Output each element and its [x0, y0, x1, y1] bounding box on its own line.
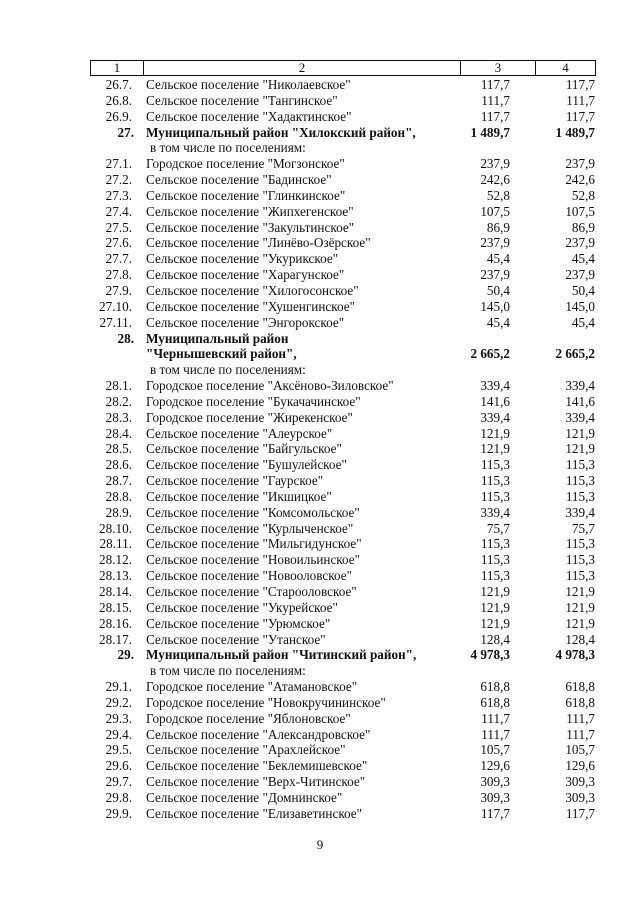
row-name: Сельское поселение "Жипхегенское"	[146, 203, 354, 219]
row-value-col3: 117,7	[480, 805, 510, 821]
row-value-col4: 141,6	[565, 393, 595, 409]
row-value-col3: 115,3	[480, 488, 510, 504]
column-header-4: 4	[536, 61, 596, 76]
table-row	[0, 711, 640, 727]
row-name: Городское поселение "Новокручининское"	[146, 694, 386, 710]
row-value-col3: 115,3	[480, 536, 510, 552]
district-row	[0, 647, 640, 663]
row-value-col3: 237,9	[480, 235, 510, 251]
row-value-col3: 45,4	[486, 314, 510, 330]
row-number: 29.	[117, 647, 134, 663]
row-value-col4: 45,4	[571, 314, 595, 330]
row-value-col4: 618,8	[565, 694, 595, 710]
table-row	[0, 806, 640, 822]
table-row	[0, 235, 640, 251]
row-name: Сельское поселение "Хушенгинское"	[146, 298, 355, 314]
table-row	[0, 457, 640, 473]
row-value-col4: 121,9	[565, 584, 595, 599]
row-number: 27.10.	[99, 298, 132, 314]
row-value-col3: 121,9	[480, 615, 510, 631]
row-value-col3: 121,9	[480, 441, 510, 457]
row-value-col4: 339,4	[565, 409, 595, 425]
table-row	[0, 679, 640, 695]
row-value-col4: 111,7	[566, 726, 595, 742]
row-name: Сельское поселение "Арахлейское"	[146, 742, 346, 758]
row-value-col3: 105,7	[480, 742, 510, 758]
row-number: 29.6.	[105, 758, 132, 774]
row-value-col3: 121,9	[480, 425, 510, 441]
row-number: 26.7.	[105, 77, 132, 92]
row-value-col4: 121,9	[565, 615, 595, 631]
table-row	[0, 568, 640, 584]
row-value-col3: 339,4	[480, 409, 510, 425]
table-row	[0, 220, 640, 236]
row-name: Сельское поселение "Байгульское"	[146, 441, 342, 457]
row-number: 28.17.	[99, 631, 132, 647]
table-row	[0, 584, 640, 600]
row-value-col3: 115,3	[480, 568, 510, 584]
subheading-row	[0, 663, 640, 679]
row-number: 29.7.	[105, 774, 132, 790]
row-value-col3: 111,7	[481, 92, 510, 108]
row-value-col3: 242,6	[480, 172, 510, 188]
row-number: 27.8.	[105, 267, 132, 283]
row-name: Городское поселение "Букачачинское"	[146, 393, 361, 409]
row-number: 27.5.	[105, 219, 132, 235]
row-number: 27.4.	[105, 203, 132, 219]
row-value-col4: 111,7	[566, 710, 595, 726]
row-number: 27.	[117, 124, 134, 140]
row-number: 29.4.	[105, 726, 132, 742]
row-name: Сельское поселение "Новооловское"	[146, 568, 353, 584]
row-name: Сельское поселение "Укурикское"	[146, 251, 339, 267]
row-value-col4: 4 978,3	[555, 647, 595, 663]
row-number: 28.12.	[99, 552, 132, 568]
row-number: 27.3.	[105, 187, 132, 203]
row-name: Сельское поселение "Энгорокское"	[146, 314, 345, 330]
row-value-col4: 115,3	[565, 473, 595, 489]
column-header-3: 3	[461, 61, 536, 76]
row-name: Сельское поселение "Комсомольское"	[146, 504, 360, 520]
row-value-col3: 52,8	[486, 187, 510, 203]
row-name: Сельское поселение "Закультинское"	[146, 219, 355, 235]
district-row	[0, 331, 640, 347]
row-value-col3: 75,7	[486, 520, 510, 536]
row-number: 28.2.	[105, 393, 132, 409]
row-name: Муниципальный район "Читинский район",	[146, 647, 417, 663]
row-value-col3: 121,9	[480, 584, 510, 599]
row-number: 28.16.	[99, 615, 132, 631]
row-value-col4: 129,6	[565, 758, 595, 774]
row-name: Сельское поселение "Мильгидунское"	[146, 536, 362, 552]
row-number: 28.6.	[105, 457, 132, 473]
table-body	[0, 77, 640, 822]
row-value-col4: 117,7	[565, 108, 595, 124]
row-value-col3: 339,4	[480, 504, 510, 520]
row-number: 28.15.	[99, 599, 132, 615]
table-row	[0, 552, 640, 568]
row-value-col4: 117,7	[565, 805, 595, 821]
row-name: Муниципальный район	[146, 330, 289, 346]
row-name: Сельское поселение "Новоильинское"	[146, 552, 361, 568]
row-value-col4: 50,4	[571, 282, 595, 298]
table-row	[0, 632, 640, 648]
row-value-col3: 117,7	[480, 77, 510, 92]
table-row	[0, 251, 640, 267]
row-value-col3: 2 665,2	[470, 346, 510, 362]
district-row	[0, 346, 640, 362]
row-value-col3: 111,7	[481, 710, 510, 726]
row-value-col4: 121,9	[565, 425, 595, 441]
row-number: 28.14.	[99, 584, 132, 599]
row-value-col3: 121,9	[480, 599, 510, 615]
row-value-col4: 2 665,2	[555, 346, 595, 362]
row-value-col4: 128,4	[565, 631, 595, 647]
table-row	[0, 109, 640, 125]
row-name: Сельское поселение "Глинкинское"	[146, 187, 346, 203]
row-number: 28.5.	[105, 441, 132, 457]
row-number: 29.1.	[105, 679, 132, 695]
row-name: Сельское поселение "Старооловское"	[146, 584, 357, 599]
row-value-col4: 115,3	[565, 488, 595, 504]
row-name: Городское поселение "Атамановское"	[146, 679, 358, 695]
table-row	[0, 156, 640, 172]
table-row	[0, 616, 640, 632]
row-value-col4: 121,9	[565, 441, 595, 457]
table-row	[0, 426, 640, 442]
row-number: 29.8.	[105, 789, 132, 805]
row-value-col4: 115,3	[565, 568, 595, 584]
table-row	[0, 505, 640, 521]
row-value-col4: 237,9	[565, 156, 595, 172]
row-name: Городское поселение "Могзонское"	[146, 156, 345, 172]
row-number: 29.2.	[105, 694, 132, 710]
row-number: 28.	[117, 330, 134, 346]
row-number: 28.9.	[105, 504, 132, 520]
row-value-col4: 237,9	[565, 267, 595, 283]
row-value-col4: 45,4	[571, 251, 595, 267]
row-value-col4: 115,3	[565, 536, 595, 552]
row-name: Сельское поселение "Александровское"	[146, 726, 371, 742]
row-value-col3: 115,3	[480, 457, 510, 473]
row-name: Городское поселение "Яблоновское"	[146, 710, 351, 726]
row-number: 26.9.	[105, 108, 132, 124]
column-header-2: 2	[144, 61, 461, 76]
table-row	[0, 727, 640, 743]
row-value-col3: 86,9	[486, 219, 510, 235]
row-name: Сельское поселение "Бушулейское"	[146, 457, 347, 473]
row-value-col4: 242,6	[565, 172, 595, 188]
row-value-col4: 121,9	[565, 599, 595, 615]
row-name: Сельское поселение "Хилогосонское"	[146, 282, 359, 298]
row-value-col3: 4 978,3	[470, 647, 510, 663]
row-value-col4: 107,5	[565, 203, 595, 219]
table-row	[0, 299, 640, 315]
page-number: 9	[316, 837, 324, 852]
row-value-col3: 145,0	[480, 298, 510, 314]
table-row	[0, 172, 640, 188]
row-number: 26.8.	[105, 92, 132, 108]
row-name: Сельское поселение "Харагунское"	[146, 267, 345, 283]
row-value-col3: 141,6	[480, 393, 510, 409]
row-number: 28.7.	[105, 473, 132, 489]
row-value-col4: 115,3	[565, 457, 595, 473]
row-value-col4: 115,3	[565, 552, 595, 568]
row-value-col4: 86,9	[571, 219, 595, 235]
table-row	[0, 204, 640, 220]
row-number: 29.5.	[105, 742, 132, 758]
row-number: 29.9.	[105, 805, 132, 821]
row-name: Сельское поселение "Линёво-Озёрское"	[146, 235, 371, 251]
row-value-col3: 309,3	[480, 789, 510, 805]
row-number: 27.6.	[105, 235, 132, 251]
row-name: в том числе по поселениям:	[150, 663, 306, 679]
row-name: Сельское поселение "Тангинское"	[146, 92, 338, 108]
row-number: 28.3.	[105, 409, 132, 425]
row-value-col3: 618,8	[480, 679, 510, 695]
row-value-col3: 115,3	[480, 552, 510, 568]
row-name: Муниципальный район "Хилокский район",	[146, 124, 416, 140]
row-number: 27.11.	[99, 314, 132, 330]
table-row	[0, 742, 640, 758]
row-value-col3: 115,3	[480, 473, 510, 489]
row-name: Сельское поселение "Утанское"	[146, 631, 326, 647]
table-row	[0, 536, 640, 552]
row-number: 27.1.	[105, 156, 132, 172]
row-number: 28.11.	[99, 536, 132, 552]
row-value-col4: 339,4	[565, 504, 595, 520]
row-value-col3: 618,8	[480, 694, 510, 710]
table-row	[0, 441, 640, 457]
row-value-col4: 618,8	[565, 679, 595, 695]
table-row	[0, 600, 640, 616]
row-number: 27.7.	[105, 251, 132, 267]
table-row	[0, 394, 640, 410]
row-value-col4: 52,8	[571, 187, 595, 203]
table-row	[0, 774, 640, 790]
row-name: Сельское поселение "Николаевское"	[146, 77, 351, 92]
row-name: Сельское поселение "Алеурское"	[146, 425, 333, 441]
subheading-row	[0, 362, 640, 378]
row-value-col4: 237,9	[565, 235, 595, 251]
column-header-row	[90, 60, 596, 76]
row-name: Сельское поселение "Елизаветинское"	[146, 805, 363, 821]
row-number: 28.13.	[99, 568, 132, 584]
row-name: Сельское поселение "Бадинское"	[146, 172, 332, 188]
table-row	[0, 521, 640, 537]
row-value-col4: 145,0	[565, 298, 595, 314]
row-value-col3: 111,7	[481, 726, 510, 742]
row-number: 27.2.	[105, 172, 132, 188]
column-header-1: 1	[91, 61, 144, 76]
row-name: в том числе по поселениям:	[150, 140, 306, 156]
table-row	[0, 188, 640, 204]
table-row	[0, 489, 640, 505]
row-value-col4: 117,7	[565, 77, 595, 92]
table-row	[0, 790, 640, 806]
row-value-col3: 117,7	[480, 108, 510, 124]
row-name: в том числе по поселениям:	[150, 362, 306, 378]
row-value-col4: 339,4	[565, 378, 595, 394]
row-value-col4: 309,3	[565, 789, 595, 805]
row-number: 28.4.	[105, 425, 132, 441]
row-value-col3: 237,9	[480, 267, 510, 283]
row-name: Сельское поселение "Курлыченское"	[146, 520, 354, 536]
row-value-col4: 75,7	[571, 520, 595, 536]
table-row	[0, 473, 640, 489]
row-value-col4: 105,7	[565, 742, 595, 758]
row-name: Сельское поселение "Укурейское"	[146, 599, 338, 615]
district-row	[0, 125, 640, 141]
row-value-col3: 339,4	[480, 378, 510, 394]
row-value-col3: 50,4	[486, 282, 510, 298]
row-name: "Чернышевский район",	[146, 346, 297, 362]
row-name: Сельское поселение "Беклемишевское"	[146, 758, 368, 774]
row-name: Городское поселение "Жирекенское"	[146, 409, 353, 425]
row-value-col3: 237,9	[480, 156, 510, 172]
row-name: Сельское поселение "Урюмское"	[146, 615, 331, 631]
row-value-col3: 128,4	[480, 631, 510, 647]
table-row	[0, 93, 640, 109]
table-row	[0, 267, 640, 283]
row-number: 28.1.	[105, 378, 132, 394]
row-value-col4: 309,3	[565, 774, 595, 790]
row-value-col3: 129,6	[480, 758, 510, 774]
row-value-col3: 107,5	[480, 203, 510, 219]
table-row	[0, 315, 640, 331]
subheading-row	[0, 140, 640, 156]
table-row	[0, 77, 640, 93]
table-row	[0, 695, 640, 711]
row-number: 29.3.	[105, 710, 132, 726]
table-row	[0, 283, 640, 299]
table-row	[0, 758, 640, 774]
table-row	[0, 378, 640, 394]
row-name: Сельское поселение "Хадактинское"	[146, 108, 352, 124]
row-value-col3: 1 489,7	[470, 124, 510, 140]
row-name: Сельское поселение "Икшицкое"	[146, 488, 332, 504]
row-name: Городское поселение "Аксёново-Зиловское"	[146, 378, 394, 394]
row-name: Сельское поселение "Верх-Читинское"	[146, 774, 366, 790]
row-number: 28.10.	[99, 520, 132, 536]
row-value-col3: 45,4	[486, 251, 510, 267]
row-value-col4: 111,7	[566, 92, 595, 108]
row-name: Сельское поселение "Домнинское"	[146, 789, 343, 805]
row-number: 27.9.	[105, 282, 132, 298]
row-number: 28.8.	[105, 488, 132, 504]
row-value-col4: 1 489,7	[555, 124, 595, 140]
row-name: Сельское поселение "Гаурское"	[146, 473, 324, 489]
row-value-col3: 309,3	[480, 774, 510, 790]
table-row	[0, 410, 640, 426]
